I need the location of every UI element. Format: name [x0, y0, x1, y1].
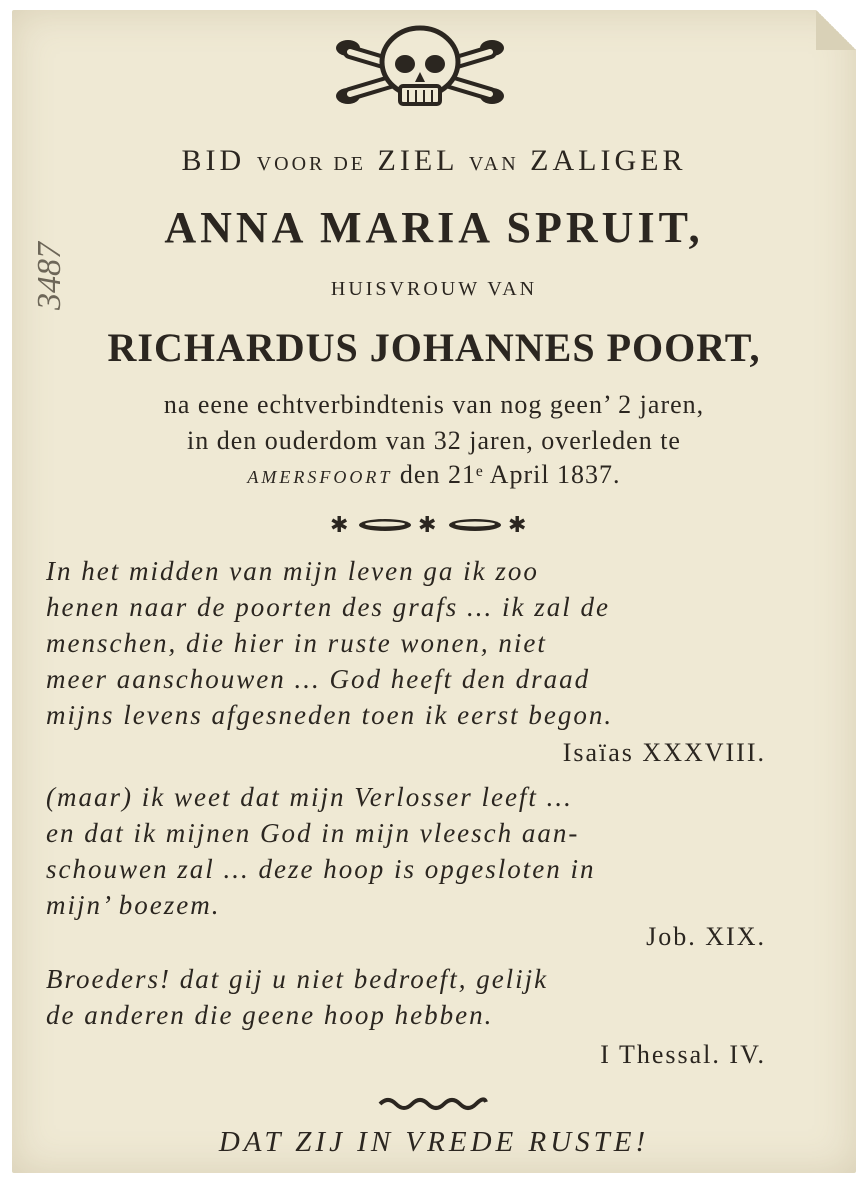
closing-line: DAT ZIJ IN VREDE RUSTE!: [218, 1126, 650, 1158]
details-line-2: in den ouderdom van 32 jaren, overleden te: [187, 426, 681, 455]
heading-word-zaliger: ZALIGER: [530, 144, 687, 177]
folded-corner: [816, 10, 856, 50]
verse-1-line-4: meer aanschouwen ... God heeft den draad: [46, 664, 591, 694]
verse-1-line-1: In het midden van mijn leven ga ik zoo: [46, 556, 539, 586]
svg-text:✱: ✱: [330, 513, 349, 538]
verse-1-line-3: menschen, die hier in ruste wonen, niet: [46, 628, 547, 658]
verse-3-line-2: de anderen die geene hoop hebben.: [46, 1000, 494, 1030]
wave-ornament-icon: [378, 1094, 488, 1112]
verse-2-line-3: schouwen zal ... deze hoop is opgesloten in: [46, 854, 596, 884]
details-line-1: na eene echtverbindtenis van nog geen’ 2 jaren,: [163, 390, 705, 419]
svg-text:✱: ✱: [508, 513, 527, 538]
verse-1-line-2: henen naar de poorten des grafs ... ik zal de: [46, 592, 610, 622]
svg-text:✱: ✱: [418, 513, 437, 538]
skull-crossbones-icon: [330, 20, 510, 110]
verse-1-line-5: mijns levens afgesneden toen ik eerst begon.: [46, 700, 614, 730]
place-of-death: AMERSFOORT: [247, 467, 393, 487]
heading-word-bid: BID: [181, 144, 246, 177]
heading-word-voor-de: VOOR DE: [256, 153, 367, 175]
details-line-3: [12, 460, 856, 490]
divider-ornament-icon: [330, 512, 540, 538]
deceased-name: ANNA MARIA SPRUIT,: [164, 203, 704, 252]
verse-3-line-1: Broeders! dat gij u niet bedroeft, gelijk: [46, 964, 549, 994]
date-of-death: den 21ᵉ April 1837.: [399, 460, 621, 489]
svg-text:3487: 3487: [31, 242, 68, 310]
verse-2-line-4: mijn’ boezem.: [46, 890, 221, 920]
memorial-card: [12, 10, 856, 1173]
relation-label: HUISVROUW VAN: [330, 278, 538, 300]
verse-2-line-1: (maar) ik weet dat mijn Verlosser leeft ...: [46, 782, 573, 812]
husband-name: RICHARDUS JOHANNES POORT,: [107, 325, 761, 370]
collection-number-stamp: [30, 185, 70, 315]
verse-2-reference: Job. XIX.: [646, 922, 766, 951]
verse-3-reference: I Thessal. IV.: [600, 1040, 766, 1069]
heading-prayer-line: [12, 144, 856, 178]
verse-1-reference: Isaïas XXXVIII.: [562, 738, 766, 767]
heading-word-van: VAN: [468, 153, 519, 175]
verse-2-line-2: en dat ik mijnen God in mijn vleesch aan-: [46, 818, 580, 848]
heading-word-ziel: ZIEL: [377, 144, 458, 177]
